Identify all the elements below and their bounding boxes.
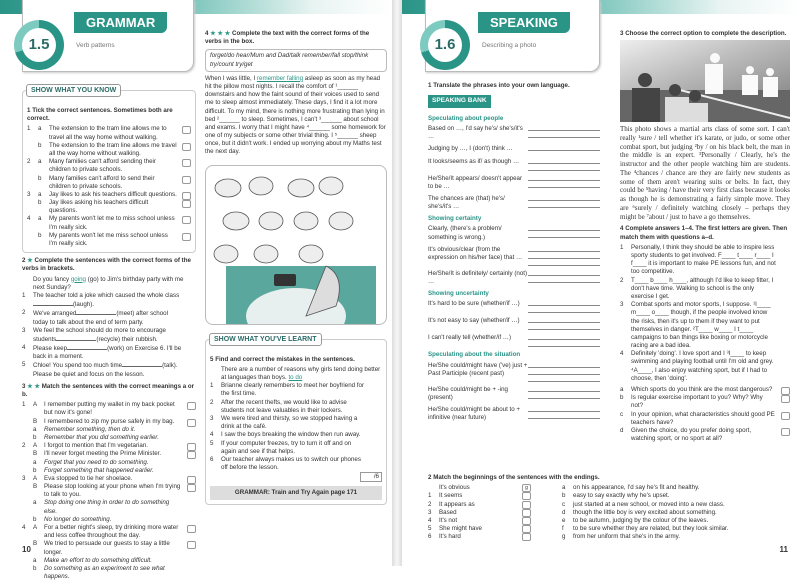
tick-item: 4 a My parents won't let me to miss school unless I'm really sick.: [27, 215, 191, 231]
bank-phrase: It's not easy to say (whether/if …): [428, 317, 600, 330]
answer-checkbox[interactable]: [182, 200, 191, 208]
beginning-item: 4 It's not: [428, 517, 558, 525]
correction-item: 3 We were tired and thirsty, so we stopped having a drink at the café.: [210, 414, 358, 431]
match-item: a Forget that you need to do something.: [33, 458, 149, 466]
bank-phrase: He/She could/might be about to + infinitive (near future): [428, 406, 600, 422]
score-box: /6: [360, 472, 382, 482]
match-item: a Stop doing one thing in order to do something else.: [33, 499, 170, 515]
bank-phrase: It's obvious/clear (from the expression on his/her face) that …: [428, 246, 600, 266]
speaking-bank-label: SPEAKING BANK: [428, 95, 491, 108]
example-sentence: Do you fancy going (go) to Jim's birthday party with me next Sunday?: [33, 275, 184, 291]
answer-item: 4 Definitely 'doing'. I love sport and I ³I____ to keep swimming and playing football until I'm old and grey. ⁴A____, I also enjoy watching sport, but if I had to choose, then 'doing'.: [620, 350, 774, 382]
answer-box[interactable]: [522, 533, 531, 541]
ending-item: d though the little boy is very excited about something.: [562, 508, 717, 516]
lesson-badge: 1.6: [420, 20, 470, 70]
bank-phrase: He/She/It appears/ doesn't appear to be …: [428, 175, 600, 191]
answer-blank[interactable]: [76, 309, 116, 315]
bank-phrase: It's hard to be sure (whether/if …): [428, 300, 600, 313]
lesson-subtitle: Verb patterns: [76, 42, 115, 49]
tick-item: b The extension to the tram line allows me travel all the way home without walking.: [27, 142, 191, 158]
translation-line[interactable]: [528, 305, 600, 306]
right-column-2: [620, 26, 790, 443]
train-try-again-link[interactable]: GRAMMAR: Train and Try Again page 171: [210, 486, 382, 500]
tick-item: b My parents won't let me miss school unless I'm really sick.: [27, 232, 191, 248]
answer-box[interactable]: [522, 525, 531, 533]
bank-heading: Showing certainty: [428, 215, 482, 223]
translation-line[interactable]: [528, 339, 600, 340]
translation-line[interactable]: [528, 180, 600, 181]
photo-description-text: This photo shows a martial arts class of some sort. I can't really ¹sure / tell whether it's karate, or judo, or some other combat sport, but judging ²by / on his black belt, the man in the middle is an expert. ³Personally / Clearly, he's the instructor and the other people watching him are students. The ⁴chances / chance are they are fairly new students as some of them aren't wearing suits or belts. In fact, they could be ⁵having / have their very first class because it looks as though he is demonstrating a fairly simple move. They are ⁶surely / definitely watching closely – perhaps they might be ⁷about / just to have a go themselves.: [620, 125, 790, 221]
translation-line[interactable]: [528, 411, 600, 412]
bank-phrase: He/She/It is definitely/ certainly (not) …: [428, 270, 600, 286]
translation-line[interactable]: [528, 374, 600, 375]
match-item: 1 A I remember putting my wallet in my back pocket but now it's gone!: [22, 401, 196, 417]
answer-box[interactable]: [522, 501, 531, 509]
match-item: b No longer do something.: [33, 515, 112, 523]
bank-heading: Speculating about people: [428, 114, 504, 122]
question-item: a Which sports do you think are the most dangerous?: [620, 386, 790, 394]
match-item: B We tried to persuade our guests to stay a little longer.: [22, 540, 196, 556]
lesson-title: GRAMMAR: [74, 12, 167, 33]
exercise-1-instruction: 1 Tick the correct sentences. Sometimes both are correct.: [27, 107, 173, 123]
left-column-1: [22, 80, 196, 581]
gap-fill-item: 3 We feel the school should do more to encourage students (recycle) their rubbish.: [22, 326, 167, 343]
gap-fill-item: 2 We've arranged (meet) after school today to talk about the end of term party.: [22, 309, 168, 326]
bank-phrase: He/She could/might have ('ve) just + Past Participle (recent past): [428, 362, 600, 382]
answer-checkbox[interactable]: [781, 428, 790, 436]
lesson-badge: 1.5: [14, 20, 64, 70]
answer-checkbox[interactable]: [182, 176, 191, 184]
correction-item: 4 I saw the boys breaking the window then run away.: [210, 431, 361, 439]
martial-arts-photo: [620, 40, 790, 122]
match-item: B I remembered to zip my purse safely in my bag.: [22, 418, 196, 426]
gap-fill-item: 5 Chloe! You spend too much time (talk). Please be quiet and focus on the lesson.: [22, 361, 178, 378]
answer-checkbox[interactable]: [781, 395, 790, 403]
answer-blank[interactable]: [56, 335, 96, 341]
bank-phrase: Based on …, I'd say he's/ she's/it's …: [428, 125, 600, 141]
match-item: b Do something as an experiment to see what happens.: [33, 564, 165, 581]
gap-fill-item: 4 Please keep (work) on Exercise 6. I'll be back in a moment.: [22, 344, 182, 361]
sheep-cartoon-illustration: [205, 165, 387, 325]
exercise-4-instruction: 4 ★ ★ ★ Complete the text with the correct forms of the verbs in the box.: [205, 30, 370, 46]
tick-item: 3 a Jay likes to ask his teachers difficult questions.: [27, 191, 191, 199]
answer-checkbox[interactable]: [182, 159, 191, 167]
translation-line[interactable]: [528, 200, 600, 201]
example-sentence: There are a number of reasons why girls tend doing better at languages than boys. to do: [221, 365, 381, 381]
ending-item: g from her uniform that she's in the army.: [562, 533, 680, 541]
answer-box[interactable]: g: [522, 484, 531, 492]
correction-item: 6 Our teacher always makes us to switch our phones off before the lesson.: [210, 455, 361, 472]
answer-item: 1 Personally, I think they should be able to inspire less sporty students to get involved. F____ t____ r____ I f____ it is important to make PE lessons fun, and not too competitive.: [620, 243, 776, 276]
beginning-item: 6 It's hard: [428, 533, 558, 541]
translation-line[interactable]: [528, 346, 600, 347]
beginning-item: 5 She might have: [428, 525, 558, 533]
answer-checkbox[interactable]: [187, 541, 196, 549]
exercise-2: [428, 470, 790, 542]
exercise-4-instruction: 4 Complete answers 1–4. The first letters are given. Then match them with questions a–d.: [620, 225, 788, 241]
translation-line[interactable]: [528, 137, 600, 138]
bank-heading: Showing uncertainty: [428, 290, 489, 298]
show-what-youve-learnt: [205, 335, 387, 506]
bank-heading: Speculating about the situation: [428, 351, 521, 359]
answer-blank[interactable]: [33, 300, 73, 306]
match-item: b Forget something that happened earlier.: [33, 466, 154, 474]
translation-line[interactable]: [528, 381, 600, 382]
translation-line[interactable]: [528, 322, 600, 323]
translation-line[interactable]: [528, 258, 600, 259]
translation-line[interactable]: [528, 230, 600, 231]
answer-item: 2 T____ b____ h____, although I'd like to keep fitter, I don't have time. Walking to school is the only exercise I get.: [620, 276, 774, 300]
translation-line[interactable]: [528, 251, 600, 252]
translation-line[interactable]: [528, 367, 600, 368]
answer-item: 3 Combat sports and motor sports, I suppose. ¹I____ m____ o____ though, if the people involved know the risks, then it's up to them if they want to put themselves in danger. ²T____ w____ I t____ campaigns to ban things like boxing or motorcycle racing are a bad idea.: [620, 301, 771, 350]
ending-item: f to be sure whether they are related, but they look similar.: [562, 525, 729, 533]
tick-item: b Jay likes asking his teachers difficult questions.: [27, 199, 191, 215]
beginning-item: 3 Based: [428, 509, 558, 517]
answer-checkbox[interactable]: [182, 126, 191, 134]
translation-line[interactable]: [528, 150, 600, 151]
lesson-title: SPEAKING: [478, 12, 570, 33]
tick-item: b Many families can't afford to send their children to private schools.: [27, 175, 191, 191]
bank-phrase: Clearly, (there's a problem/ something is wrong.): [428, 225, 600, 241]
answer-box[interactable]: [522, 509, 531, 517]
ending-item: e to be autumn, judging by the colour of the leaves.: [562, 516, 709, 524]
translation-line[interactable]: [528, 398, 600, 399]
bank-phrase: The chances are (that) he's/ she's/it's …: [428, 195, 600, 211]
match-item: 4 A For a better night's sleep, try drinking more water and less coffee throughout the day.: [22, 524, 196, 540]
exercise-4-text: When I was little, I remember falling asleep as soon as my head hit the pillow most nights. I recall the comfort of ¹______ downstairs and how the faint sound of their voices used to send me to sleep almost immediately. These days, I find it a lot more difficult. To my mind, there is nothing more frustrating than lying in bed ²______ to sleep. Sometimes, I can't ³______ about school and exams. I worry that I might have ⁴______ some homework for one of my subjects or some other trivial thing. I ⁵______ sheep once, but it didn't work. I ended up worrying about my Maths test the next day.: [205, 74, 386, 156]
translation-line[interactable]: [528, 275, 600, 276]
tick-item: 1 a The extension to the tram line allows me to travel all the way home without walking.: [27, 125, 191, 141]
beginning-item: 1 It seems: [428, 492, 558, 500]
translation-line[interactable]: [528, 187, 600, 188]
answer-checkbox[interactable]: [182, 216, 191, 224]
bank-phrase: It looks/seems as if/ as though …: [428, 158, 600, 171]
bank-phrase: I can't really tell (whether/if …): [428, 334, 600, 347]
correction-item: 2 After the recent thefts, we would like to advise students not leave valuables in their lockers.: [210, 398, 347, 414]
beginning-item: 2 It appears as: [428, 501, 558, 509]
translation-line[interactable]: [528, 282, 600, 283]
translation-line[interactable]: [528, 329, 600, 330]
match-item: a Make an effort to do something difficult.: [33, 556, 152, 564]
page-number-right: 11: [779, 545, 788, 555]
word-box: forget/do hear/Mum and Dad/talk remember/fall stop/think try/count try/get: [205, 49, 387, 71]
match-item: b Remember that you did something earlier.: [33, 433, 159, 441]
ending-item: b easy to say exactly why he's upset.: [562, 492, 670, 500]
correction-item: 1 Brianne clearly remembers to meet her boyfriend for the first time.: [210, 382, 365, 398]
answer-checkbox[interactable]: [182, 143, 191, 151]
match-item: a Remember something, then do it.: [33, 425, 136, 433]
translation-line[interactable]: [528, 391, 600, 392]
bank-phrase: Judging by …, I (don't) think …: [428, 145, 600, 153]
match-item: 3 A Eva stopped to tie her shoelace.: [22, 475, 196, 483]
section-label: SHOW WHAT YOU KNOW: [26, 84, 121, 97]
translation-line[interactable]: [528, 312, 600, 313]
answer-checkbox[interactable]: [187, 525, 196, 533]
translation-line[interactable]: [528, 418, 600, 419]
translation-line[interactable]: [528, 265, 600, 266]
beginning-item: It's obvious g: [428, 484, 558, 492]
match-item: B I'll never forget meeting the Prime Minister.: [22, 450, 196, 458]
match-item: 2 A I forgot to mention that I'm vegetarian.: [22, 442, 196, 450]
exercise-5-instruction: 5 Find and correct the mistakes in the sentences.: [210, 355, 355, 363]
translation-line[interactable]: [528, 130, 600, 131]
translation-line[interactable]: [528, 170, 600, 171]
exercise-3-instruction: 3 ★ ★ Match the sentences with the correct meanings a or b.: [22, 382, 195, 398]
answer-checkbox[interactable]: [182, 233, 191, 241]
exercise-1-instruction: 1 Translate the phrases into your own language.: [428, 82, 570, 89]
correction-item: 5 If your computer freezes, try to turn it off and on again and see if that helps.: [210, 439, 352, 455]
ending-item: a on his appearance, I'd say he's fit and healthy.: [562, 484, 700, 492]
exercise-2-instruction: 2 Match the beginnings of the sentences with the endings.: [428, 474, 600, 481]
answer-checkbox[interactable]: [187, 402, 196, 410]
translation-line[interactable]: [528, 207, 600, 208]
answer-box[interactable]: [522, 517, 531, 525]
show-what-you-know: [22, 87, 196, 253]
tick-item: 2 a Many families can't afford sending their children to private schools.: [27, 158, 191, 174]
right-column-1: [428, 78, 600, 426]
bank-phrase: He/She could/might be + -ing (present): [428, 386, 600, 402]
question-item: c In your opinion, what characteristics should good PE teachers have?: [620, 411, 790, 427]
page-number-left: 10: [22, 545, 31, 555]
lesson-subtitle: Describing a photo: [482, 42, 537, 49]
exercise-2-instruction: 2 ★ Complete the sentences with the correct forms of the verbs in brackets.: [22, 257, 191, 273]
answer-checkbox[interactable]: [781, 412, 790, 420]
answer-blank[interactable]: [67, 344, 107, 350]
answer-checkbox[interactable]: [187, 484, 196, 492]
match-item: B Please stop looking at your phone when I'm trying to talk to you.: [22, 483, 196, 499]
ending-item: c just started at a new school, or moved into a new class.: [562, 500, 725, 508]
left-column-2: [205, 26, 387, 505]
section-label: SHOW WHAT YOU'VE LEARNT: [209, 333, 322, 346]
question-item: d Given the choice, do you prefer doing sport, watching sport, or no sport at all?: [620, 427, 790, 443]
answer-box[interactable]: [522, 492, 531, 500]
answer-blank[interactable]: [122, 361, 162, 367]
translation-line[interactable]: [528, 237, 600, 238]
gap-fill-item: 1 The teacher told a joke which caused the whole class(laugh).: [22, 291, 180, 309]
question-item: b Is regular exercise important to you? Why? Why not?: [620, 394, 790, 410]
exercise-3-instruction: 3 Choose the correct option to complete the description.: [620, 30, 787, 37]
gutter: [392, 0, 402, 566]
translation-line[interactable]: [528, 163, 600, 164]
